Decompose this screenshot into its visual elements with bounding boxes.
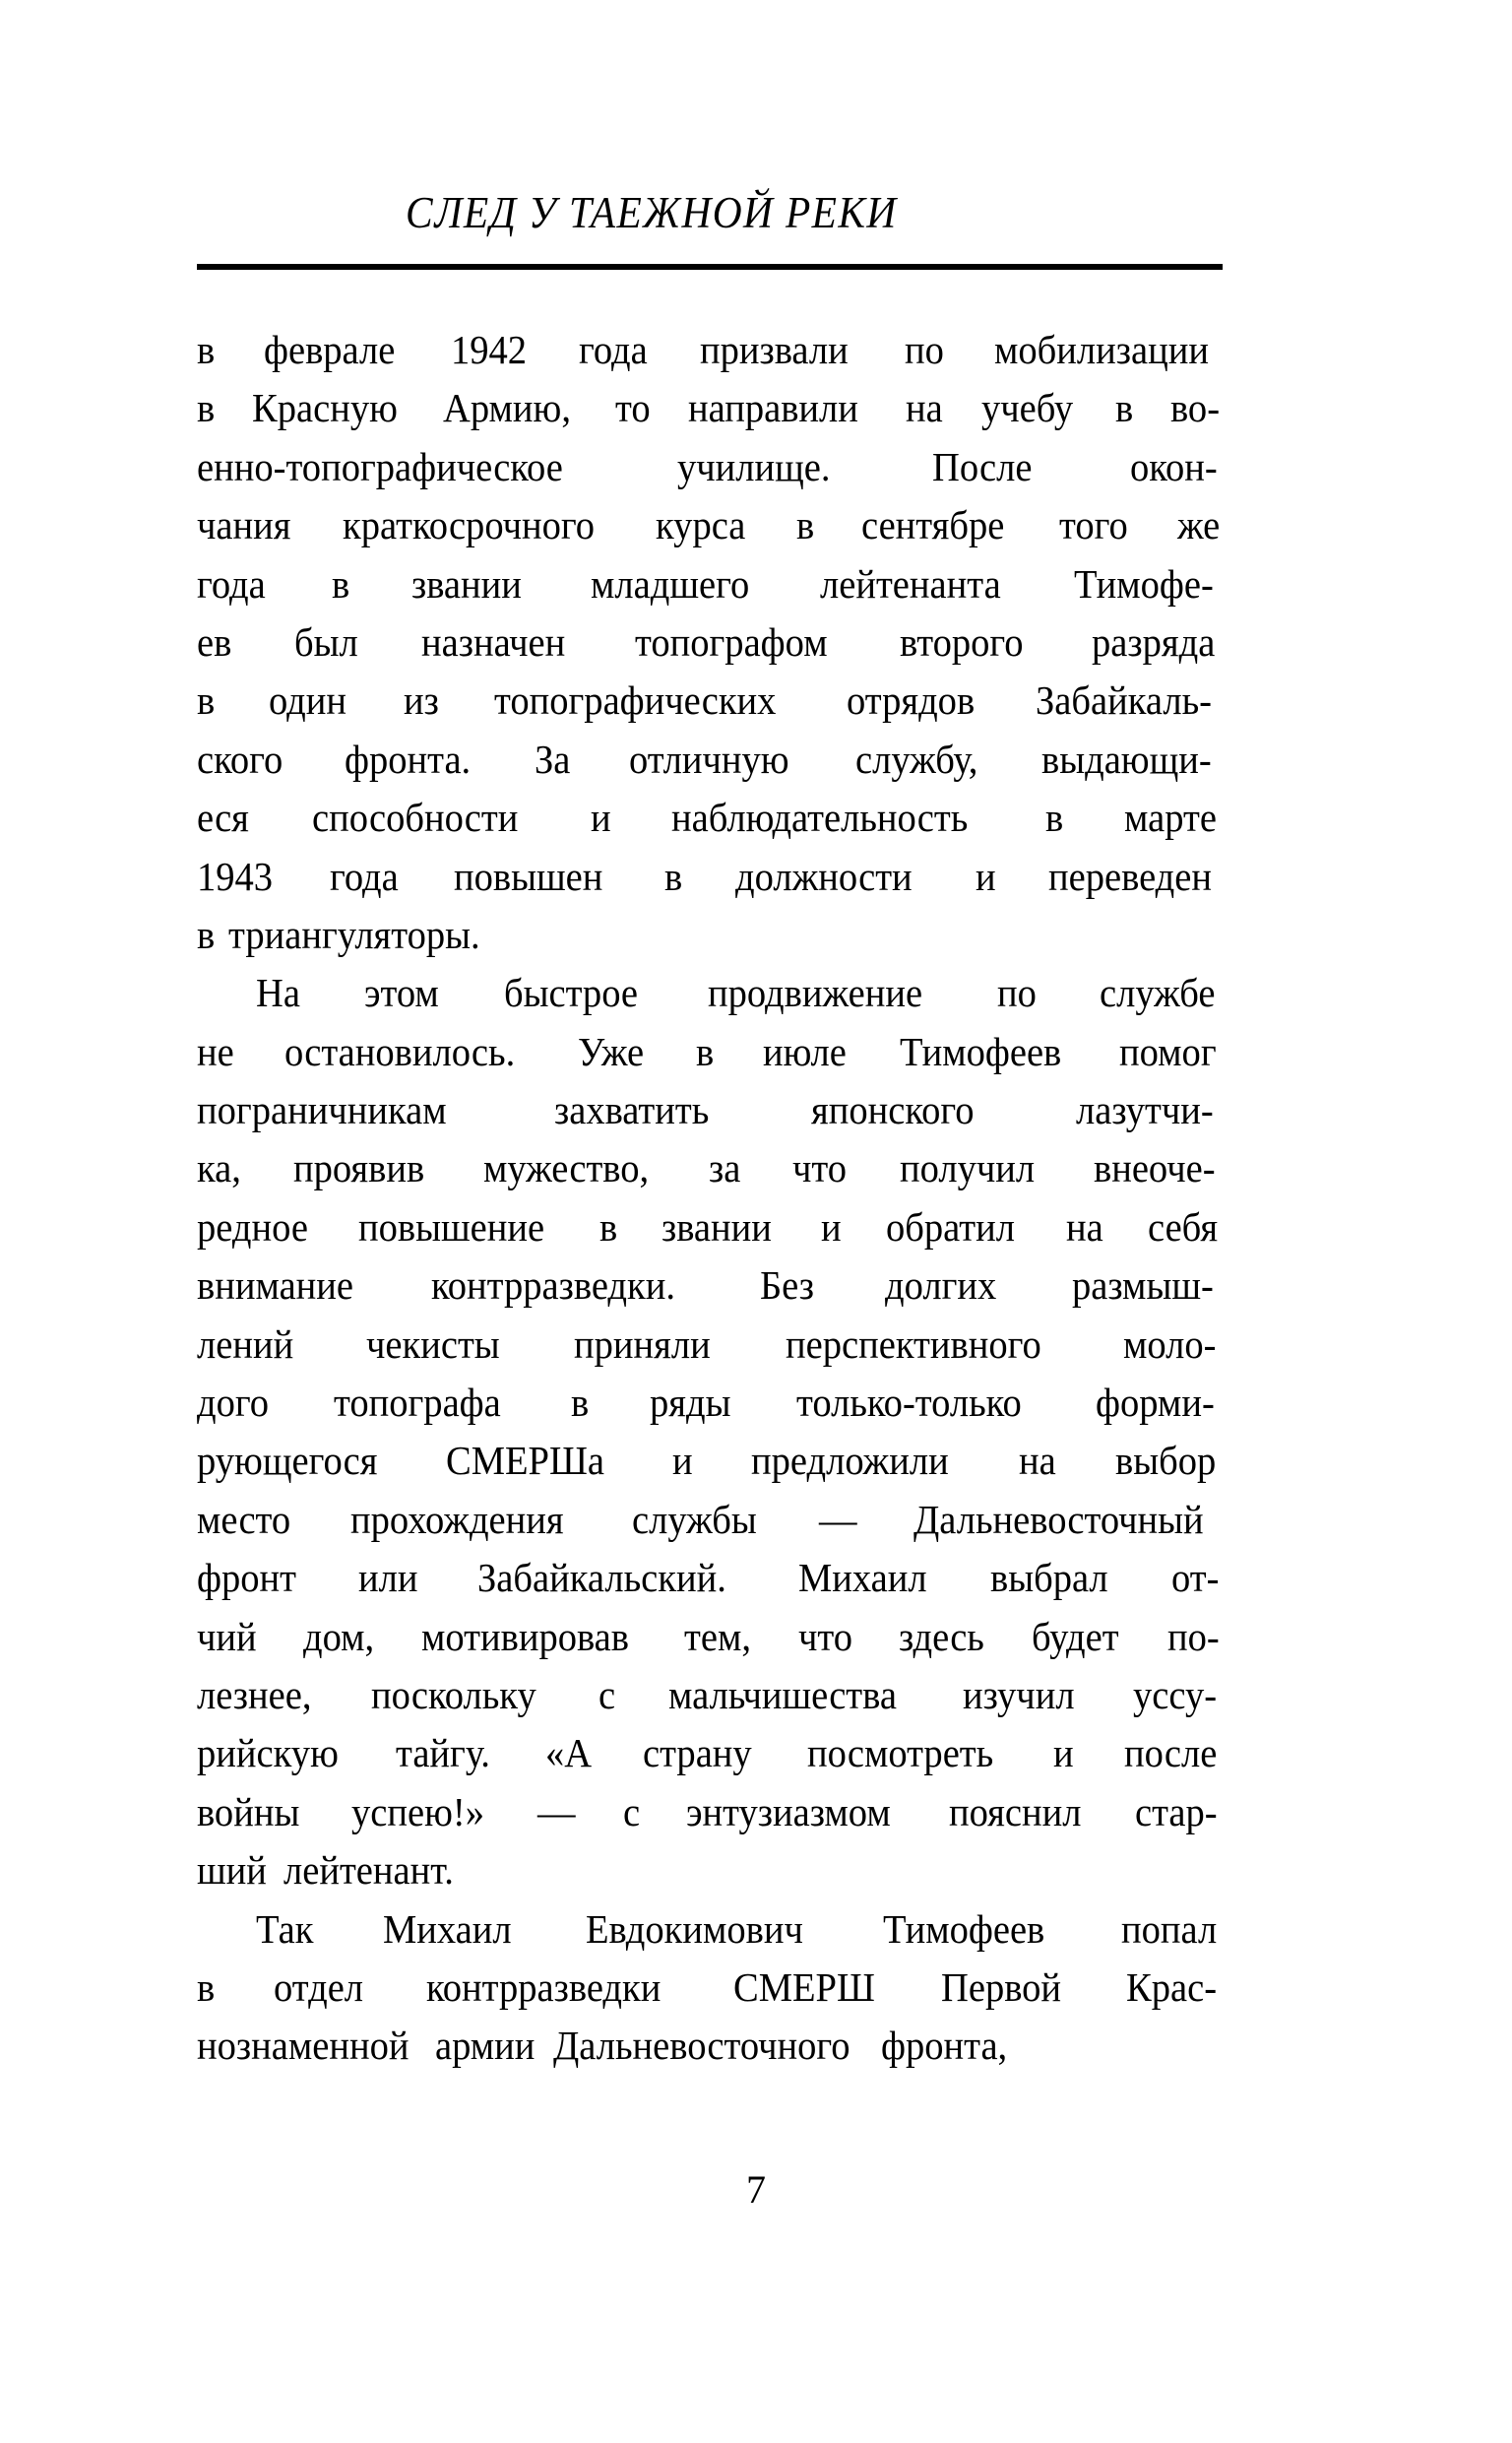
word: чий xyxy=(197,1613,257,1659)
word: Забайкаль- xyxy=(1035,677,1212,724)
word: Михаил xyxy=(797,1555,927,1601)
word: что xyxy=(792,1145,848,1191)
word: размыш- xyxy=(1071,1262,1214,1309)
word: краткосрочного xyxy=(342,502,595,548)
word: лейтенант. xyxy=(283,1847,454,1894)
text-line xyxy=(197,1316,1223,1374)
word: повышение xyxy=(357,1203,544,1250)
word: перспективного xyxy=(785,1320,1041,1367)
word: здесь xyxy=(898,1613,984,1659)
word: захватить xyxy=(554,1087,710,1133)
word: лезнее, xyxy=(197,1671,312,1717)
word: мальчишества xyxy=(667,1671,897,1717)
word: в xyxy=(1045,795,1064,841)
word: пояснил xyxy=(949,1788,1082,1834)
word: место xyxy=(197,1496,291,1542)
word: училище. xyxy=(677,443,832,489)
word: стар- xyxy=(1134,1788,1218,1834)
word: после xyxy=(1123,1730,1217,1776)
word: по xyxy=(905,327,945,372)
word: Тимофе- xyxy=(1074,560,1214,607)
word: предложили xyxy=(751,1438,949,1484)
word: же xyxy=(1176,502,1221,548)
word: дом, xyxy=(302,1613,374,1659)
text-line xyxy=(197,613,1223,672)
word: дого xyxy=(197,1380,269,1426)
word: мужество, xyxy=(482,1145,649,1191)
word: еся xyxy=(197,795,249,841)
word: не xyxy=(197,1028,234,1074)
word: из xyxy=(404,677,439,724)
word: отличную xyxy=(628,736,789,782)
word: поскольку xyxy=(370,1671,536,1717)
paragraph xyxy=(197,1900,1223,2076)
text-line xyxy=(197,1666,1223,1724)
word: курса xyxy=(656,502,746,548)
text-line xyxy=(197,1198,1223,1256)
word: учебу xyxy=(980,385,1074,431)
word: страну xyxy=(642,1730,752,1776)
word: окон- xyxy=(1129,443,1218,489)
word: на xyxy=(906,385,943,431)
word: получил xyxy=(900,1145,1036,1191)
word: по xyxy=(996,970,1037,1016)
word: контрразведки xyxy=(425,1963,662,2010)
word: и xyxy=(975,853,996,899)
text-line xyxy=(197,1374,1223,1432)
word: в xyxy=(197,1963,216,2010)
word: с xyxy=(623,1788,641,1834)
word: триангуляторы. xyxy=(227,911,480,957)
word: второго xyxy=(900,618,1024,665)
text-line xyxy=(197,1841,1223,1899)
word: приняли xyxy=(574,1320,711,1367)
word: в xyxy=(197,327,216,372)
word: быстрое xyxy=(504,970,639,1016)
word: фронта, xyxy=(880,2023,1008,2069)
word: ев xyxy=(197,618,232,665)
word: ший xyxy=(197,1847,267,1894)
word: года xyxy=(579,327,648,372)
word: будет xyxy=(1032,1613,1119,1659)
word: проявив xyxy=(293,1145,425,1191)
text-line xyxy=(197,1608,1223,1666)
word: в xyxy=(197,677,216,724)
word: остановилось. xyxy=(284,1028,516,1074)
word: разряда xyxy=(1091,618,1215,665)
word: Крас- xyxy=(1126,1963,1218,2010)
word: топографа xyxy=(333,1380,501,1426)
word: войны xyxy=(197,1788,300,1834)
word: Дальневосточный xyxy=(914,1496,1205,1542)
word: армии xyxy=(434,2023,535,2069)
word: посмотреть xyxy=(806,1730,994,1776)
word: отрядов xyxy=(846,677,975,724)
word: тем, xyxy=(684,1613,752,1659)
word: способности xyxy=(311,795,518,841)
text-line xyxy=(197,496,1223,554)
word: редное xyxy=(197,1203,308,1250)
word: того xyxy=(1058,502,1128,548)
word: чекисты xyxy=(365,1320,500,1367)
word: ского xyxy=(197,736,284,782)
word: обратил xyxy=(885,1203,1015,1250)
word: то xyxy=(614,385,651,431)
word: внеоче- xyxy=(1093,1145,1216,1191)
word: на xyxy=(1065,1203,1103,1250)
word: выдающи- xyxy=(1041,736,1212,782)
text-line xyxy=(197,731,1223,789)
word: в xyxy=(571,1380,590,1426)
text-line xyxy=(197,1081,1223,1139)
word: — xyxy=(537,1788,576,1834)
word: На xyxy=(256,970,300,1016)
text-line xyxy=(197,1023,1223,1081)
word: в xyxy=(598,1203,617,1250)
word: Дальневосточного xyxy=(552,2023,850,2069)
word: Без xyxy=(759,1262,814,1309)
word: выбрал xyxy=(990,1555,1109,1601)
running-head-rule xyxy=(197,264,1223,270)
running-head-title: СЛЕД У ТАЕЖНОЙ РЕКИ xyxy=(406,188,898,237)
word: форми- xyxy=(1096,1380,1216,1426)
word: года xyxy=(197,560,266,607)
word: отдел xyxy=(273,1963,363,2010)
word: в xyxy=(695,1028,714,1074)
word: СМЕРШ xyxy=(732,1963,875,2010)
word: енно-топографическое xyxy=(197,443,563,489)
word: За xyxy=(535,736,571,782)
word: Уже xyxy=(577,1028,644,1074)
body-text-block xyxy=(197,321,1223,2076)
word: во- xyxy=(1169,385,1220,431)
word: энтузиазмом xyxy=(686,1788,891,1834)
text-line xyxy=(197,1900,1223,1959)
word: направили xyxy=(688,385,859,431)
paragraph xyxy=(197,321,1223,964)
word: рующегося xyxy=(197,1438,378,1484)
word: от- xyxy=(1171,1555,1220,1601)
text-line xyxy=(197,672,1223,730)
word: по- xyxy=(1166,1613,1220,1659)
text-line xyxy=(197,1139,1223,1197)
word: Михаил xyxy=(383,1905,512,1952)
word: службу, xyxy=(854,736,978,782)
word: — xyxy=(819,1496,857,1542)
word: изучил xyxy=(963,1671,1075,1717)
word: должности xyxy=(735,853,913,899)
text-line xyxy=(197,555,1223,613)
text-line xyxy=(197,1724,1223,1782)
paragraph xyxy=(197,964,1223,1899)
word: и xyxy=(671,1438,693,1484)
word: и xyxy=(1053,1730,1075,1776)
word: на xyxy=(1018,1438,1056,1484)
word: Так xyxy=(256,1905,314,1952)
word: 1942 xyxy=(450,327,527,372)
word: или xyxy=(358,1555,418,1601)
word: «А xyxy=(544,1730,592,1776)
word: Тимофеев xyxy=(899,1028,1061,1074)
text-line xyxy=(197,321,1223,379)
word: фронт xyxy=(197,1555,296,1601)
word: года xyxy=(329,853,399,899)
word: лазутчи- xyxy=(1076,1087,1215,1133)
word: попал xyxy=(1120,1905,1217,1952)
text-line xyxy=(197,1256,1223,1315)
word: и xyxy=(590,795,611,841)
word: Армию, xyxy=(443,385,571,431)
word: и xyxy=(821,1203,842,1250)
word: себя xyxy=(1148,1203,1219,1250)
text-line xyxy=(197,1432,1223,1490)
text-line xyxy=(197,1959,1223,2017)
word: ка, xyxy=(197,1145,241,1191)
word: с xyxy=(598,1671,615,1717)
word: марте xyxy=(1124,795,1218,841)
word: ряды xyxy=(650,1380,731,1426)
text-line xyxy=(197,1491,1223,1549)
word: внимание xyxy=(197,1262,354,1309)
text-line xyxy=(197,848,1223,906)
word: в xyxy=(664,853,683,899)
word: июле xyxy=(762,1028,847,1074)
text-line xyxy=(197,379,1223,437)
word: был xyxy=(293,618,358,665)
word: прохождения xyxy=(350,1496,565,1542)
word: службе xyxy=(1100,970,1216,1016)
word: Тимофеев xyxy=(882,1905,1045,1952)
word: японского xyxy=(810,1087,975,1133)
word: рийскую xyxy=(197,1730,339,1776)
word: младшего xyxy=(590,560,749,607)
word: выбор xyxy=(1115,1438,1217,1484)
text-line xyxy=(197,2017,1223,2075)
word: лейтенанта xyxy=(820,560,1002,607)
word: успею!» xyxy=(350,1788,484,1834)
word: пограничникам xyxy=(197,1087,447,1133)
word: 1943 xyxy=(197,853,274,899)
word: сентябре xyxy=(860,502,1005,548)
word: звании xyxy=(411,560,523,607)
word: мобилизации xyxy=(994,327,1210,372)
word: Евдокимович xyxy=(585,1905,803,1952)
word: моло- xyxy=(1123,1320,1217,1367)
text-line xyxy=(197,789,1223,847)
word: переведен xyxy=(1048,853,1213,899)
text-line xyxy=(197,438,1223,496)
word: лений xyxy=(197,1320,294,1367)
word: долгих xyxy=(885,1262,997,1309)
word: Первой xyxy=(940,1963,1061,2010)
word: чания xyxy=(197,502,291,548)
word: фронта. xyxy=(344,736,472,782)
word: топографом xyxy=(635,618,828,665)
word: Красную xyxy=(252,385,398,431)
word: тайгу. xyxy=(396,1730,491,1776)
word: нознаменной xyxy=(197,2023,410,2069)
word: что xyxy=(798,1613,852,1659)
word: в xyxy=(796,502,815,548)
word: назначен xyxy=(421,618,566,665)
text-line xyxy=(197,1549,1223,1607)
text-line xyxy=(197,906,1223,964)
word: этом xyxy=(363,970,439,1016)
word: контрразведки. xyxy=(431,1262,676,1309)
text-line xyxy=(197,1783,1223,1841)
word: Забайкальский. xyxy=(477,1555,726,1601)
word: После xyxy=(931,443,1033,489)
word: мотивировав xyxy=(420,1613,629,1659)
word: феврале xyxy=(263,327,396,372)
running-head xyxy=(197,183,1223,248)
word: СМЕРШа xyxy=(446,1438,605,1484)
word: службы xyxy=(632,1496,757,1542)
word: продвижение xyxy=(707,970,922,1016)
word: в xyxy=(331,560,349,607)
word: топографических xyxy=(493,677,777,724)
word: повышен xyxy=(454,853,603,899)
word: призвали xyxy=(699,327,849,372)
word: один xyxy=(268,677,346,724)
text-line xyxy=(197,964,1223,1022)
word: звании xyxy=(661,1203,772,1250)
word: уссу- xyxy=(1133,1671,1218,1717)
word: только-только xyxy=(796,1380,1022,1426)
word: за xyxy=(709,1145,741,1191)
page-number: 7 xyxy=(746,2167,766,2212)
word: в xyxy=(197,385,216,431)
word: в xyxy=(1114,385,1133,431)
word: помог xyxy=(1119,1028,1217,1074)
word: в xyxy=(197,911,216,957)
word: наблюдательность xyxy=(670,795,969,841)
